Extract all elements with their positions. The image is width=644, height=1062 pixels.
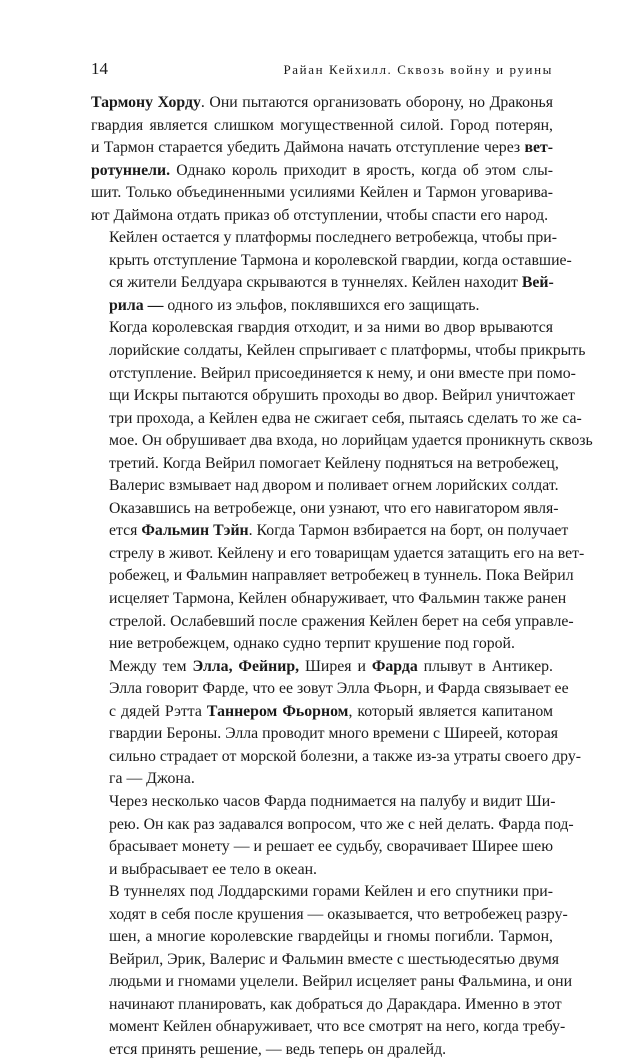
text-line — [91, 295, 553, 318]
text-run: и Тармон старается убедить Даймона начать отступление через — [91, 139, 525, 157]
text-line — [91, 611, 574, 634]
text-run: крыть отступление Тармона и королевской гвардии, когда оставшие- — [109, 251, 572, 269]
bold-name: Фальмин Тэйн — [141, 522, 249, 540]
text-run: гвардия является слишком могущественной силой. Город потерян, — [91, 116, 553, 134]
text-run: плывут в Антикер. — [417, 657, 553, 675]
text-run: ют Даймона отдать приказ об отступлении, чтобы спасти его народ. — [91, 206, 549, 224]
text-line — [91, 250, 572, 273]
text-line — [91, 475, 559, 498]
text-run: людьми и гномами уцелели. Вейрил исцеляет раны Фальмина, и они — [109, 973, 573, 991]
text-line — [91, 182, 553, 205]
text-run: Валерис взмывает над двором и поливает огнем лорийских солдат. — [109, 477, 559, 495]
text-line — [91, 272, 553, 295]
text-line — [91, 994, 562, 1017]
text-run: ется — [109, 522, 142, 540]
text-line — [91, 543, 585, 566]
paragraph — [91, 317, 593, 497]
bold-name: Тармону Хорду — [91, 94, 201, 111]
text-run: третий. Когда Вейрил помогает Кейлену подняться на ветробежец, — [109, 454, 559, 472]
paragraph — [91, 791, 574, 881]
text-run: рею. Он как раз задавался вопросом, что же с ней делать. Фарда под- — [109, 815, 574, 833]
text-run: с дядей Рэтта — [109, 702, 207, 720]
text-run: шит. Только объединенными усилиями Кейлен и Тармон уговарива- — [91, 184, 553, 202]
text-line — [91, 678, 569, 701]
text-run: ходят в себя после крушения — оказывается, что ветробежец разру- — [109, 905, 568, 923]
bold-name: вет- — [524, 139, 553, 157]
text-run: шен, а многие королевские гвардейцы и гномы погибли. Тармон, — [109, 928, 553, 946]
bold-name: Элла, Фейнир, — [192, 657, 300, 675]
text-run: стрелой. Ослабевший после сражения Кейлен берет на себя управле- — [109, 612, 574, 630]
text-run: сильно страдает от морской болезни, а также из-за утраты своего дру- — [109, 747, 581, 765]
text-run: , который является капитаном — [348, 702, 553, 720]
text-line — [91, 430, 593, 453]
text-line — [91, 656, 553, 679]
text-run: Ширея и — [299, 657, 372, 675]
text-run: стрелу в живот. Кейлену и его товарищам удается затащить его на вет- — [109, 544, 585, 562]
text-run: Вейрил, Эрик, Валерис и Фальмин вместе с шестьюдесятью двумя — [109, 950, 559, 968]
paragraph — [91, 227, 572, 317]
body-text — [91, 92, 593, 1062]
text-run: ние ветробежцем, однако судно терпит крушение под горой. — [109, 635, 515, 653]
text-run: га — Джона. — [109, 770, 195, 788]
bold-name: Фарда — [371, 657, 418, 675]
running-head — [91, 58, 553, 80]
text-line — [91, 1039, 553, 1062]
text-run: В туннелях под Лоддарскими горами Кейлен и его спутники при- — [109, 883, 553, 901]
text-run: и выбрасывает ее тело в океан. — [109, 860, 317, 878]
text-line — [91, 520, 569, 543]
text-run: лорийские солдаты, Кейлен спрыгивает с платформы, чтобы прикрыть — [109, 342, 586, 360]
text-line — [91, 205, 553, 228]
text-run: Однако король приходит в ярость, когда об этом слы- — [170, 161, 553, 179]
text-run: момент Кейлен обнаруживает, что все смотрят на него, когда требу- — [109, 1018, 566, 1036]
bold-name: рила — — [109, 296, 164, 314]
paragraph — [91, 656, 581, 791]
text-line — [91, 949, 559, 972]
text-run: мое. Он обрушивает два входа, но лорийцам удается проникнуть сквозь — [109, 432, 593, 450]
text-line — [91, 971, 573, 994]
text-line — [91, 498, 559, 521]
text-run: одного из эльфов, поклявшихся его защищать. — [163, 296, 480, 314]
bold-name: Вей- — [521, 274, 554, 292]
text-run: Элла говорит Фарде, что ее зовут Элла Фьорн, и Фарда связывает ее — [109, 680, 569, 698]
text-line — [91, 633, 553, 656]
text-line — [91, 1016, 566, 1039]
text-line — [91, 904, 568, 927]
text-line — [91, 836, 553, 859]
text-line — [91, 453, 559, 476]
text-run: робежец, и Фальмин направляет ветробежец в туннель. Пока Вейрил — [109, 567, 574, 585]
text-run: три прохода, а Кейлен едва не сжигает себя, пытаясь сделать то же са- — [109, 409, 582, 427]
text-line — [91, 340, 586, 363]
text-line — [91, 723, 558, 746]
paragraph — [91, 498, 585, 656]
text-line — [91, 160, 553, 183]
text-line — [91, 746, 581, 769]
text-line — [91, 115, 553, 138]
bold-name: ротуннели. — [91, 161, 171, 179]
bold-name: Таннером Фьорном — [206, 702, 349, 720]
text-run: гвардии Бероны. Элла проводит много времени с Ширеей, которая — [109, 725, 558, 743]
text-run: начинают планировать, как добраться до Даракдара. Именно в этот — [109, 995, 562, 1013]
text-run: отступление. Вейрил присоединяется к нему, и они вместе при помо- — [109, 364, 576, 382]
text-line — [91, 227, 557, 250]
text-run: . Они пытаются организовать оборону, но Драконья — [200, 94, 554, 111]
text-run: Оказавшись на ветробежце, они узнают, что его навигатором явля- — [109, 499, 559, 517]
text-line — [91, 385, 575, 408]
text-line — [91, 881, 553, 904]
text-run: Когда королевская гвардия отходит, и за ними во двор врываются — [109, 319, 553, 337]
paragraph — [91, 92, 553, 227]
running-title: Райан Кейхилл. Сквозь войну и руины — [283, 62, 553, 77]
text-run: щи Искры пытаются обрушить проходы во двор. Вейрил уничтожает — [109, 387, 575, 405]
text-line — [91, 363, 576, 386]
paragraph — [91, 881, 573, 1061]
text-line — [91, 926, 553, 949]
text-line — [91, 565, 574, 588]
text-line — [91, 408, 582, 431]
text-run: брасывает монету — и решает ее судьбу, сворачивает Ширее шею — [109, 838, 553, 856]
text-run: Кейлен остается у платформы последнего ветробежца, чтобы при- — [109, 229, 557, 247]
page-number: 14 — [91, 59, 108, 78]
text-run: Через несколько часов Фарда поднимается на палубу и видит Ши- — [109, 792, 556, 810]
text-line — [91, 92, 553, 115]
text-run: ся жители Белдуара скрываются в туннелях. Кейлен находит — [109, 274, 522, 292]
text-run: исцеляет Тармона, Кейлен обнаруживает, что Фальмин также ранен — [109, 590, 567, 608]
text-line — [91, 768, 553, 791]
text-line — [91, 317, 553, 340]
text-line — [91, 791, 556, 814]
text-line — [91, 701, 553, 724]
text-line — [91, 588, 567, 611]
text-run: Между тем — [109, 657, 193, 675]
text-line — [91, 814, 574, 837]
text-line — [91, 137, 553, 160]
text-line — [91, 859, 553, 882]
text-run: ется принять решение, — ведь теперь он дралейд. — [109, 1040, 447, 1058]
text-run: . Когда Тармон взбирается на борт, он получает — [248, 522, 569, 540]
